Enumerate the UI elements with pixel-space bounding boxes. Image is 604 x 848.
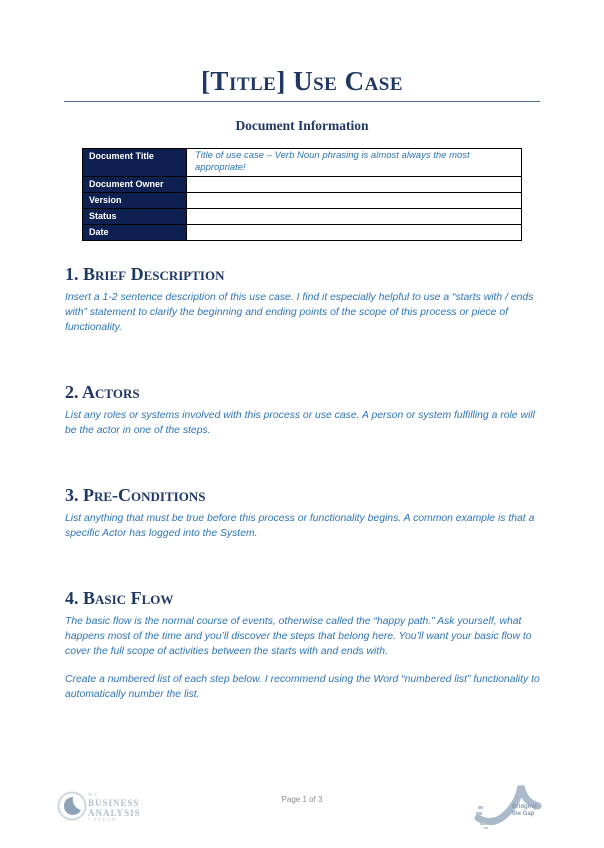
section-heading: 3. Pre-Conditions <box>65 485 206 505</box>
document-page <box>0 64 604 848</box>
section-paragraph: List any roles or systems involved with this process or use case. A person or system fulfilling a role will be the actor in one of the steps. <box>65 410 535 436</box>
logo-line-career: CAREER <box>88 818 117 823</box>
section-heading: 4. Basic Flow <box>65 588 174 608</box>
section-paragraph: The basic flow is the normal course of events, otherwise called the “happy path.” Ask yourself, what happens most of the time and you’ll discover the steps that belong here. You’ll want your basic flow to cover the full scope of activities between the starts with and ends with. <box>65 616 532 657</box>
logo-line-the-gap: the Gap <box>512 810 535 817</box>
section-heading: 2. Actors <box>65 382 140 402</box>
section-heading: 1. Brief Description <box>65 264 225 284</box>
document-body <box>65 263 540 702</box>
business-analysis-career-logo <box>56 786 141 831</box>
document-info-table <box>82 148 522 241</box>
row-value-version[interactable] <box>187 193 522 209</box>
row-value-document-title[interactable]: Title of use case – Verb Noun phrasing is almost always the most appropriate! <box>187 149 522 177</box>
swoosh-logo-icon <box>474 819 552 836</box>
section-paragraph: List anything that must be true before this process or functionality begins. A common example is that a specific Actor has logged into the System. <box>65 513 535 539</box>
document-title: [Title] Use Case <box>200 66 404 96</box>
bridging-the-gap-logo <box>474 780 552 832</box>
section-actors <box>65 381 540 438</box>
table-row <box>83 225 522 241</box>
row-value-document-owner[interactable] <box>187 177 522 193</box>
row-label-date: Date <box>83 225 187 241</box>
row-label-document-owner: Document Owner <box>83 177 187 193</box>
table-row <box>83 177 522 193</box>
row-label-document-title: Document Title <box>83 149 187 177</box>
logo-line-my: MY <box>88 793 100 798</box>
logo-line-analysis: ANALYSIS <box>88 807 141 818</box>
logo-text <box>512 804 537 817</box>
document-subtitle: Document Information <box>235 118 369 133</box>
table-row <box>83 209 522 225</box>
section-pre-conditions <box>65 484 540 541</box>
section-brief-description <box>65 263 540 335</box>
row-value-date[interactable] <box>187 225 522 241</box>
section-paragraph: Create a numbered list of each step below. I recommend using the Word “numbered list” functionality to automatically number the list. <box>65 674 540 700</box>
row-label-version: Version <box>83 193 187 209</box>
logo-line-bridging: Bridging <box>512 804 537 810</box>
page-number: Page 1 of 3 <box>281 795 323 804</box>
swirl-logo-icon <box>56 786 92 831</box>
section-paragraph: Insert a 1-2 sentence description of this use case. I find it especially helpful to use a “starts with / ends with” statement to clarify the beginning and ending points of the scope of this process or piece of functionality. <box>65 292 534 333</box>
row-label-status: Status <box>83 209 187 225</box>
table-row <box>83 149 522 177</box>
title-block <box>64 64 540 102</box>
row-value-status[interactable] <box>187 209 522 225</box>
logo-line-business: BUSINESS <box>88 798 140 808</box>
section-basic-flow <box>65 587 540 702</box>
table-row <box>83 193 522 209</box>
